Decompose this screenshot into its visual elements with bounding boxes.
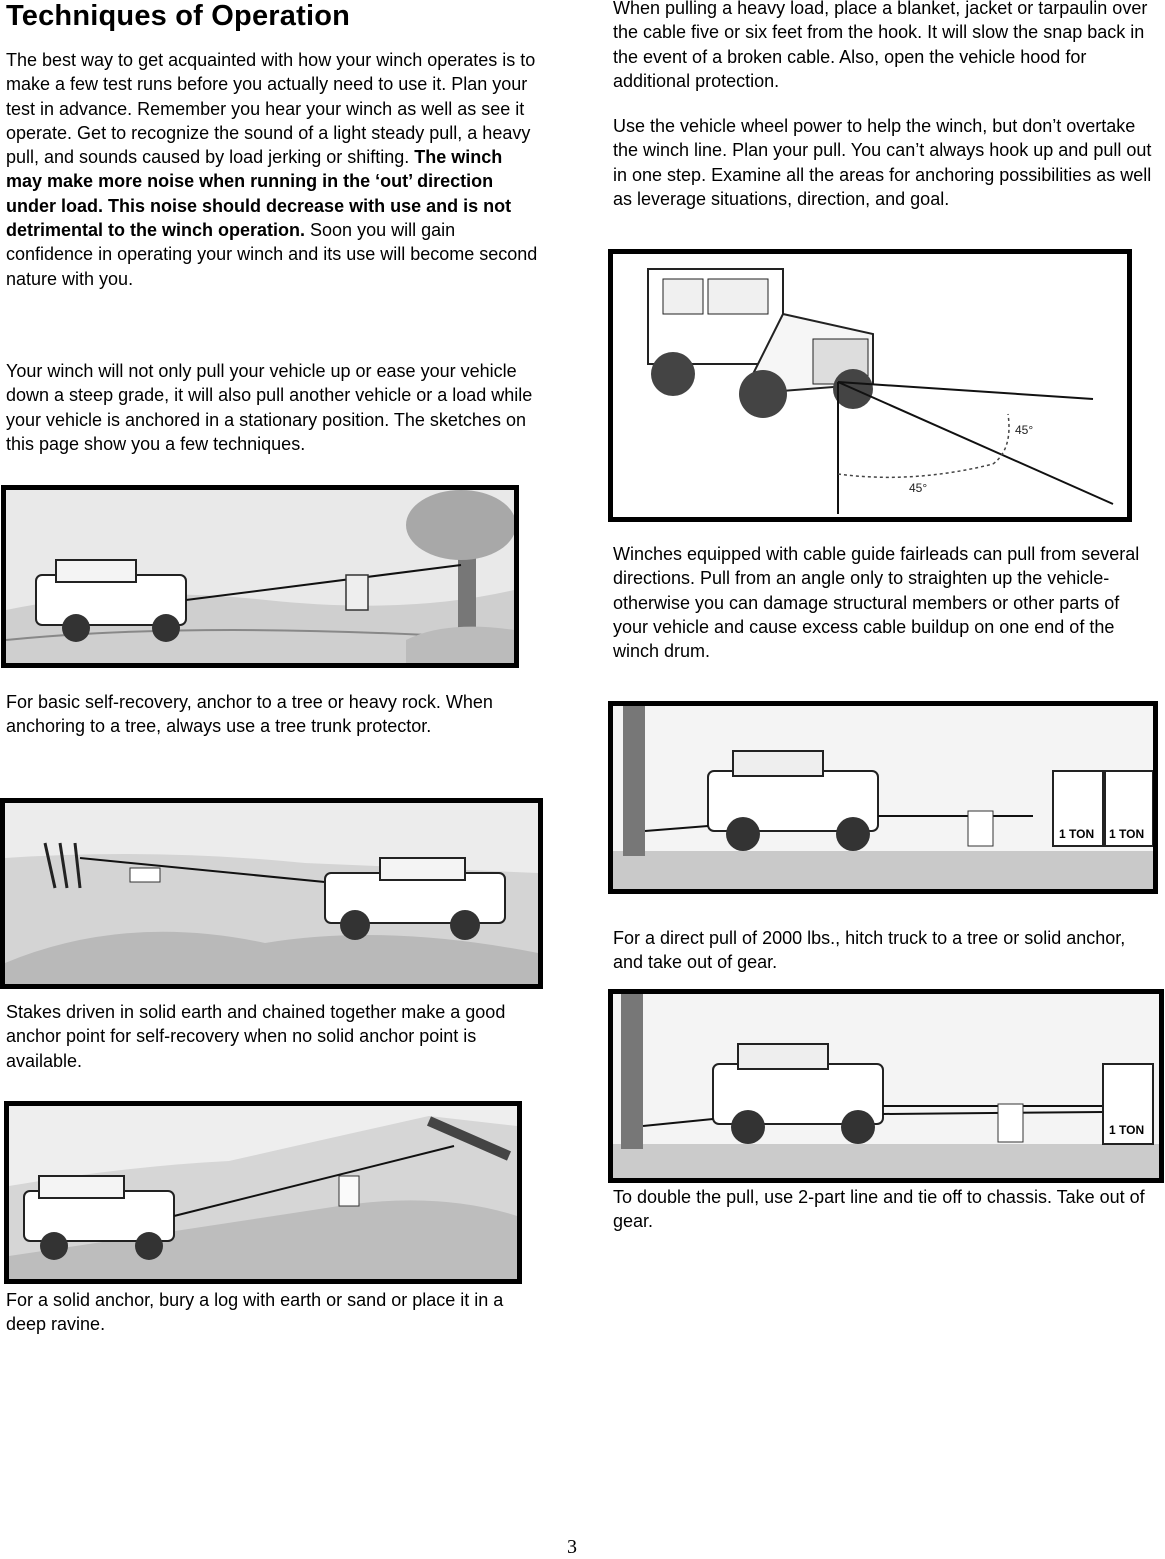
fairlead-angle-illustration (608, 249, 1132, 522)
techniques-paragraph: Your winch will not only pull your vehicle up or ease your vehicle down a steep grade, it will also pull another vehicle or a load while your vehicle is anchored in a stationary position. The sketches on this page show you a few techniques. (6, 361, 533, 454)
intro-paragraph (6, 48, 541, 291)
fairlead-caption: Winches equipped with cable guide fairleads can pull from several directions. Pull from an angle only to straighten up the vehicle-otherwise you can damage structural members or other parts of your vehicle and cause excess cable buildup on one end of the winch drum. (613, 544, 1140, 662)
page-title: Techniques of Operation (6, 0, 351, 32)
double-pull-caption: To double the pull, use 2-part line and tie off to chassis. Take out of gear. (613, 1187, 1145, 1232)
angle-label-upper: 45° (1015, 423, 1034, 437)
load-label-2: 1 TON (1109, 827, 1145, 841)
page-number: 3 (567, 1536, 577, 1558)
tree-anchor-illustration (1, 485, 519, 668)
intro-text: The best way to get acquainted with how your winch operates is to make a few test runs before you actually need to use it. Plan your test in advance. Remember you hear your winch as well as see it operate. Get to recognize the sound of a light steady pull, a heavy pull, and sounds caused by load jerking or shifting. (6, 50, 536, 168)
buried-log-caption: For a solid anchor, bury a log with earth or sand or place it in a deep ravine. (6, 1290, 504, 1335)
intro-text-end: Soon you will gain confidence in operating your winch and its use will become second nature with you. (6, 220, 538, 289)
load-label-3: 1 TON (1109, 1123, 1145, 1137)
stakes-anchor-caption: Stakes driven in solid earth and chained together make a good anchor point for self-recovery when no solid anchor point is available. (6, 1002, 506, 1071)
load-label-1: 1 TON (1059, 827, 1095, 841)
buried-log-illustration (4, 1101, 522, 1284)
direct-pull-illustration (608, 701, 1158, 894)
tree-anchor-caption: For basic self-recovery, anchor to a tree or heavy rock. When anchoring to a tree, always use a tree trunk protector. (6, 692, 493, 737)
blanket-paragraph: When pulling a heavy load, place a blanket, jacket or tarpaulin over the cable five or six feet from the hook. It will slow the snap back in the event of a broken cable. Also, open the vehicle hood for additional protection. (613, 0, 1148, 91)
stakes-anchor-illustration (0, 798, 543, 989)
angle-label-lower: 45° (909, 481, 928, 495)
noise-warning: The winch may make more noise when running in the ‘out’ direction under load. This noise should decrease with use and is not detrimental to the winch operation. (6, 147, 512, 241)
direct-pull-caption: For a direct pull of 2000 lbs., hitch truck to a tree or solid anchor, and take out of gear. (613, 928, 1126, 973)
double-pull-illustration (608, 989, 1164, 1183)
wheel-power-paragraph: Use the vehicle wheel power to help the winch, but don’t overtake the winch line. Plan your pull. You can’t always hook up and pull out in one step. Examine all the areas for anchoring possibilities as well as leverage situations, direction, and goal. (613, 116, 1152, 209)
